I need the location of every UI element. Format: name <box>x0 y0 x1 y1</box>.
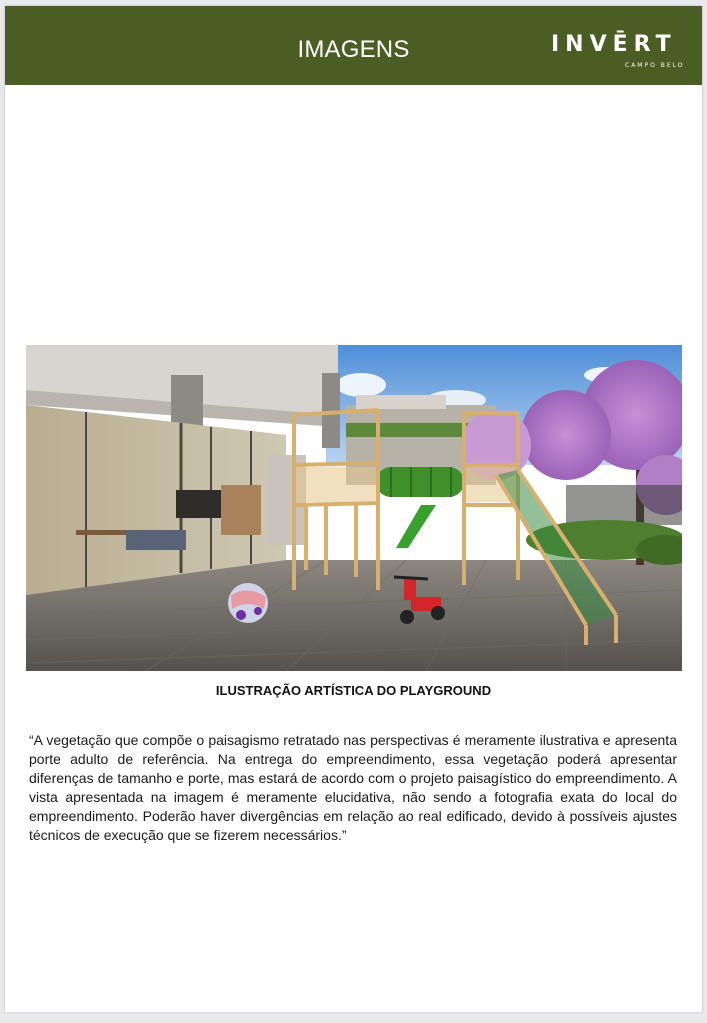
fence <box>566 485 682 525</box>
cloud <box>336 373 386 397</box>
logo-subtitle: CAMPO BELO <box>625 62 685 69</box>
image-caption: ILUSTRAÇÃO ARTÍSTICA DO PLAYGROUND <box>215 683 492 698</box>
playground-illustration <box>26 345 682 671</box>
document-page <box>5 6 702 1012</box>
back-roof <box>356 395 446 409</box>
invert-logo <box>551 32 696 76</box>
jacaranda-tree <box>521 390 611 480</box>
logo-wordmark: INVĒRT <box>551 32 677 57</box>
page-header <box>5 6 702 85</box>
tv <box>176 490 221 518</box>
green-slide <box>396 505 436 548</box>
disclaimer-text: “A vegetação que compõe o paisagismo retratado nas perspectivas é meramente ilustrativa e apresenta porte adulto de referência. Na entrega do empreendimento, essa vegetação poderá apresentar diferenças de tamanho e porte, mas estará de acordo com o projeto paisagístico do empreendimento. A vista apresentada na imagem é meramente elucidativa, não sendo a fotografia exata do local do empreendimento. Poderão haver divergências em relação ao real edificado, devido à possíveis ajustes técnicos de execução que se fizerem necessários.” <box>29 732 677 843</box>
shelving <box>221 485 261 535</box>
page-title: IMAGENS <box>297 36 410 63</box>
sofa <box>126 530 186 550</box>
table <box>76 530 126 535</box>
